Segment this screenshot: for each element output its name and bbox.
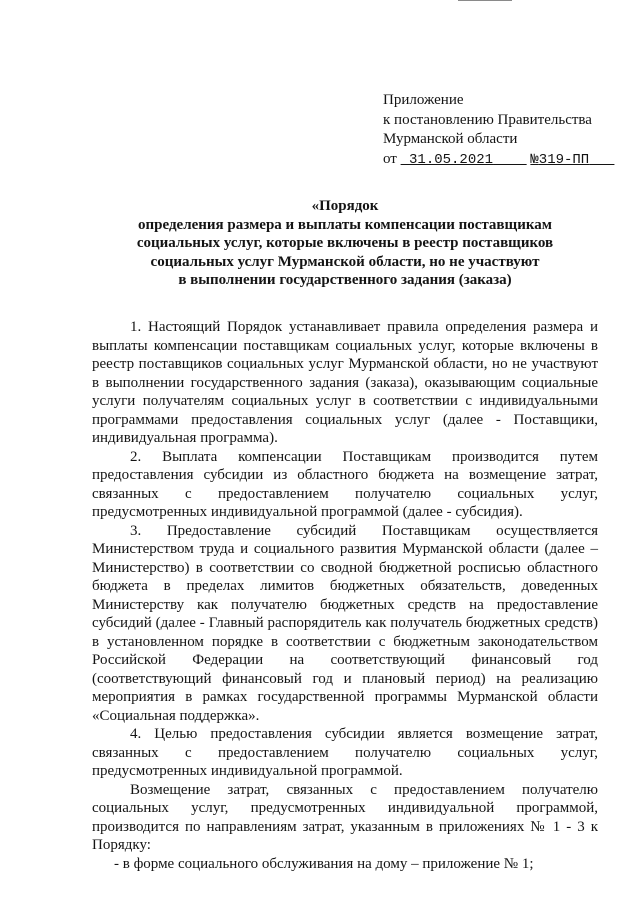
title-line-3: социальных услуг, которые включены в реестр поставщиков [136, 235, 554, 251]
paragraph-1: 1. Настоящий Порядок устанавливает правила определения размера и выплаты компенсации поставщикам социальных услуг, которые включены в реестр поставщиков социальных услуг Мурманской области, но не участвуют в выполнении государственного задания (заказа), оказывающим социальные услуги получателям социальных услуг в соответствии с индивидуальными программами предоставления социальных услуг (далее - Поставщики, индивидуальная программа). [92, 319, 598, 446]
paragraph-5: Возмещение затрат, связанных с предоставлением получателю социальных услуг, предусмотренных индивидуальной программой, производится по направлениям затрат, указанным в приложениях № 1 - 3 к Порядку: [92, 781, 598, 853]
document-title [92, 197, 598, 290]
appendix-date-line [383, 150, 623, 171]
date-prefix: от [383, 150, 397, 167]
appendix-header [383, 91, 623, 170]
title-line-1: «Порядок [311, 198, 379, 214]
title-line-5: в выполнении государственного задания (заказа) [178, 272, 512, 288]
appendix-label: Приложение [383, 92, 464, 108]
appendix-region: Мурманской области [383, 131, 518, 147]
appendix-resolution: к постановлению Правительства [383, 111, 592, 128]
paragraph-2: 2. Выплата компенсации Поставщикам производится путем предоставления субсидии из областного бюджета на возмещение затрат, связанных с предоставлением получателю социальных услуг, предусмотренных индивидуальной программой (далее - субсидия). [92, 448, 598, 520]
title-line-2: определения размера и выплаты компенсации поставщикам [138, 216, 552, 233]
document-body [92, 318, 598, 873]
resolution-date: 31.05.2021 [409, 151, 494, 168]
paragraph-4: 4. Целью предоставления субсидии является возмещение затрат, связанных с предоставлением получателю социальных услуг, предусмотренных индивидуальной программой. [92, 726, 598, 779]
list-item-1: - в форме социального обслуживания на дому – приложение № 1; [114, 855, 534, 872]
resolution-number: №319-ПП [530, 151, 590, 168]
scan-edge-mark [458, 0, 512, 1]
paragraph-3: 3. Предоставление субсидий Поставщикам осуществляется Министерством труда и социального развития Мурманской области (далее – Министерство) в соответствии со сводной бюджетной росписью областного бюджета в пределах лимитов бюджетных обязательств, доведенных Министерству как получателю бюджетных средств на предоставление субсидий (далее - Главный распорядитель как получатель бюджетных средств) в установленном порядке в соответствии с бюджетным законодательством Российской Федерации на соответствующий финансовый год (соответствующий финансовый год и плановый период) на реализацию мероприятия в рамках государственной программы Мурманской области «Социальная поддержка». [92, 522, 598, 724]
title-line-4: социальных услуг Мурманской области, но не участвуют [150, 253, 540, 270]
